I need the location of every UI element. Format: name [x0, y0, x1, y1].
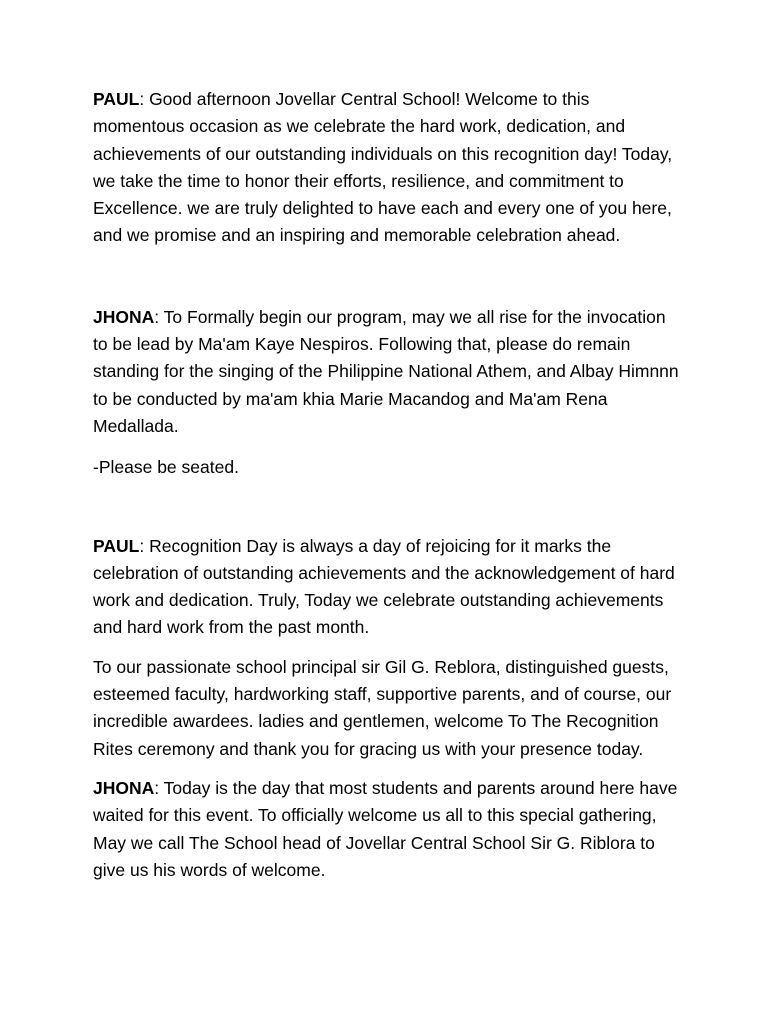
paragraph-text: : Good afternoon Jovellar Central School! Welcome to this momentous occasion as we celebrate the hard work, dedication, and achievements of our outstanding individuals on this recognition day! Today, we take the time to honor their efforts, resilience, and commitment to Excellence. we are truly delighted to have each and every one of you here, and we promise and an inspiring and memorable celebration ahead.: [93, 89, 673, 246]
speaker-name: JHONA: [93, 777, 155, 798]
paragraph-paul-recognition: [93, 533, 683, 642]
speaker-name: JHONA: [93, 306, 155, 327]
document-body: [93, 86, 683, 884]
paragraph-jhona-invocation: [93, 304, 683, 440]
paragraph-greetings: [93, 654, 683, 763]
paragraph-paul-welcome: [93, 86, 683, 250]
paragraph-please-be-seated: [93, 454, 683, 481]
speaker-name: PAUL: [93, 535, 140, 556]
paragraph-text: -Please be seated.: [93, 457, 239, 478]
paragraph-text: : Today is the day that most students and parents around here have waited for this event. To officially welcome us all to this special gathering, May we call The School head of Jovellar Central School Sir G. Riblora to give us his words of welcome.: [93, 777, 678, 880]
paragraph-jhona-welcome-call: [93, 775, 683, 884]
paragraph-text: : Recognition Day is always a day of rejoicing for it marks the celebration of outstanding achievements and the acknowledgement of hard work and dedication. Truly, Today we celebrate outstanding achievements and hard work from the past month.: [93, 535, 675, 638]
paragraph-text: To our passionate school principal sir Gil G. Reblora, distinguished guests, esteemed faculty, hardworking staff, supportive parents, and of course, our incredible awardees. ladies and gentlemen, welcome To The Recognition Rites ceremony and thank you for gracing us with your presence today.: [93, 656, 672, 759]
paragraph-text: : To Formally begin our program, may we all rise for the invocation to be lead by Ma'am Kaye Nespiros. Following that, please do remain standing for the singing of the Philippine National Athem, and Albay Himnnn to be conducted by ma'am khia Marie Macandog and Ma'am Rena Medallada.: [93, 306, 679, 436]
speaker-name: PAUL: [93, 89, 140, 109]
